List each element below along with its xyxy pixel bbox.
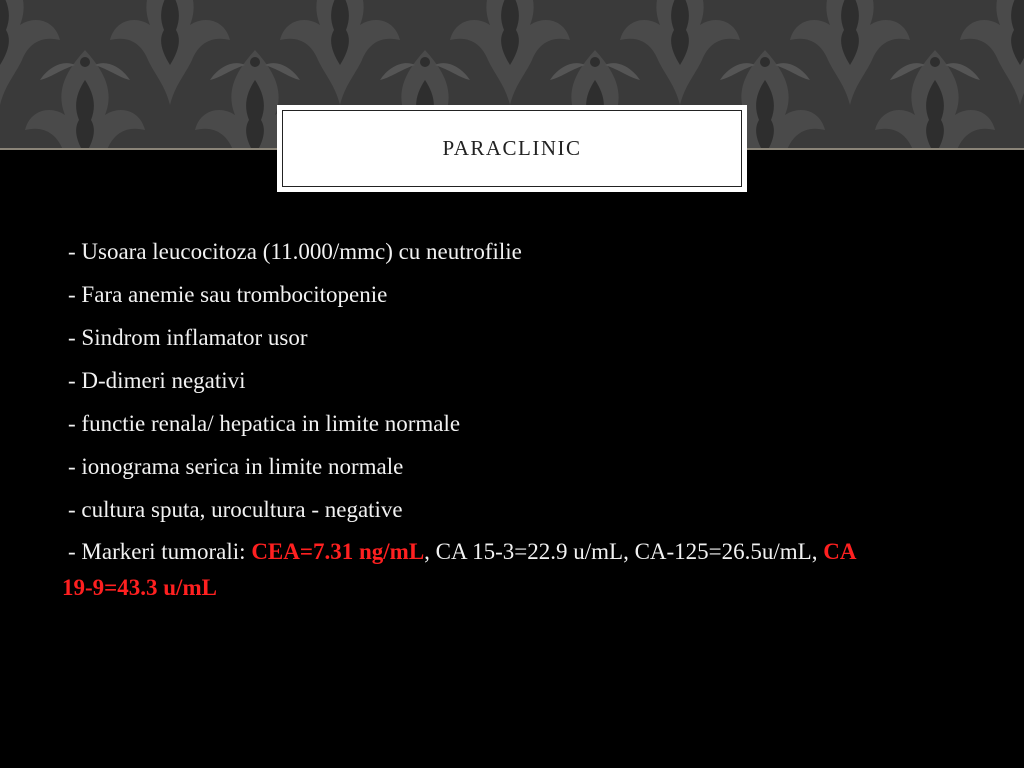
bullet-item: - Usoara leucocitoza (11.000/mmc) cu neutrofilie <box>68 239 522 264</box>
title-box-frame <box>282 110 742 187</box>
bullet-item: - functie renala/ hepatica in limite normale <box>68 411 461 436</box>
title-box <box>277 105 747 192</box>
slide-title: PARACLINIC <box>442 136 582 160</box>
ca199-value: CA 19-9=43.3 u/mL <box>62 539 856 600</box>
cea-value: CEA=7.31 ng/mL <box>251 539 425 564</box>
bullet-item: - cultura sputa, urocultura - negative <box>68 497 403 522</box>
bullet-item: - Fara anemie sau trombocitopenie <box>68 282 388 307</box>
markers-prefix: - Markeri tumorali: <box>68 539 252 564</box>
slide-body <box>62 230 862 606</box>
markers-middle: , CA 15-3=22.9 u/mL, CA-125=26.5u/mL, <box>424 539 824 564</box>
bullet-item: - ionograma serica in limite normale <box>68 454 404 479</box>
bullet-item: - D-dimeri negativi <box>68 368 246 393</box>
bullet-item: - Sindrom inflamator usor <box>68 325 308 350</box>
tumor-markers-item <box>62 534 862 606</box>
